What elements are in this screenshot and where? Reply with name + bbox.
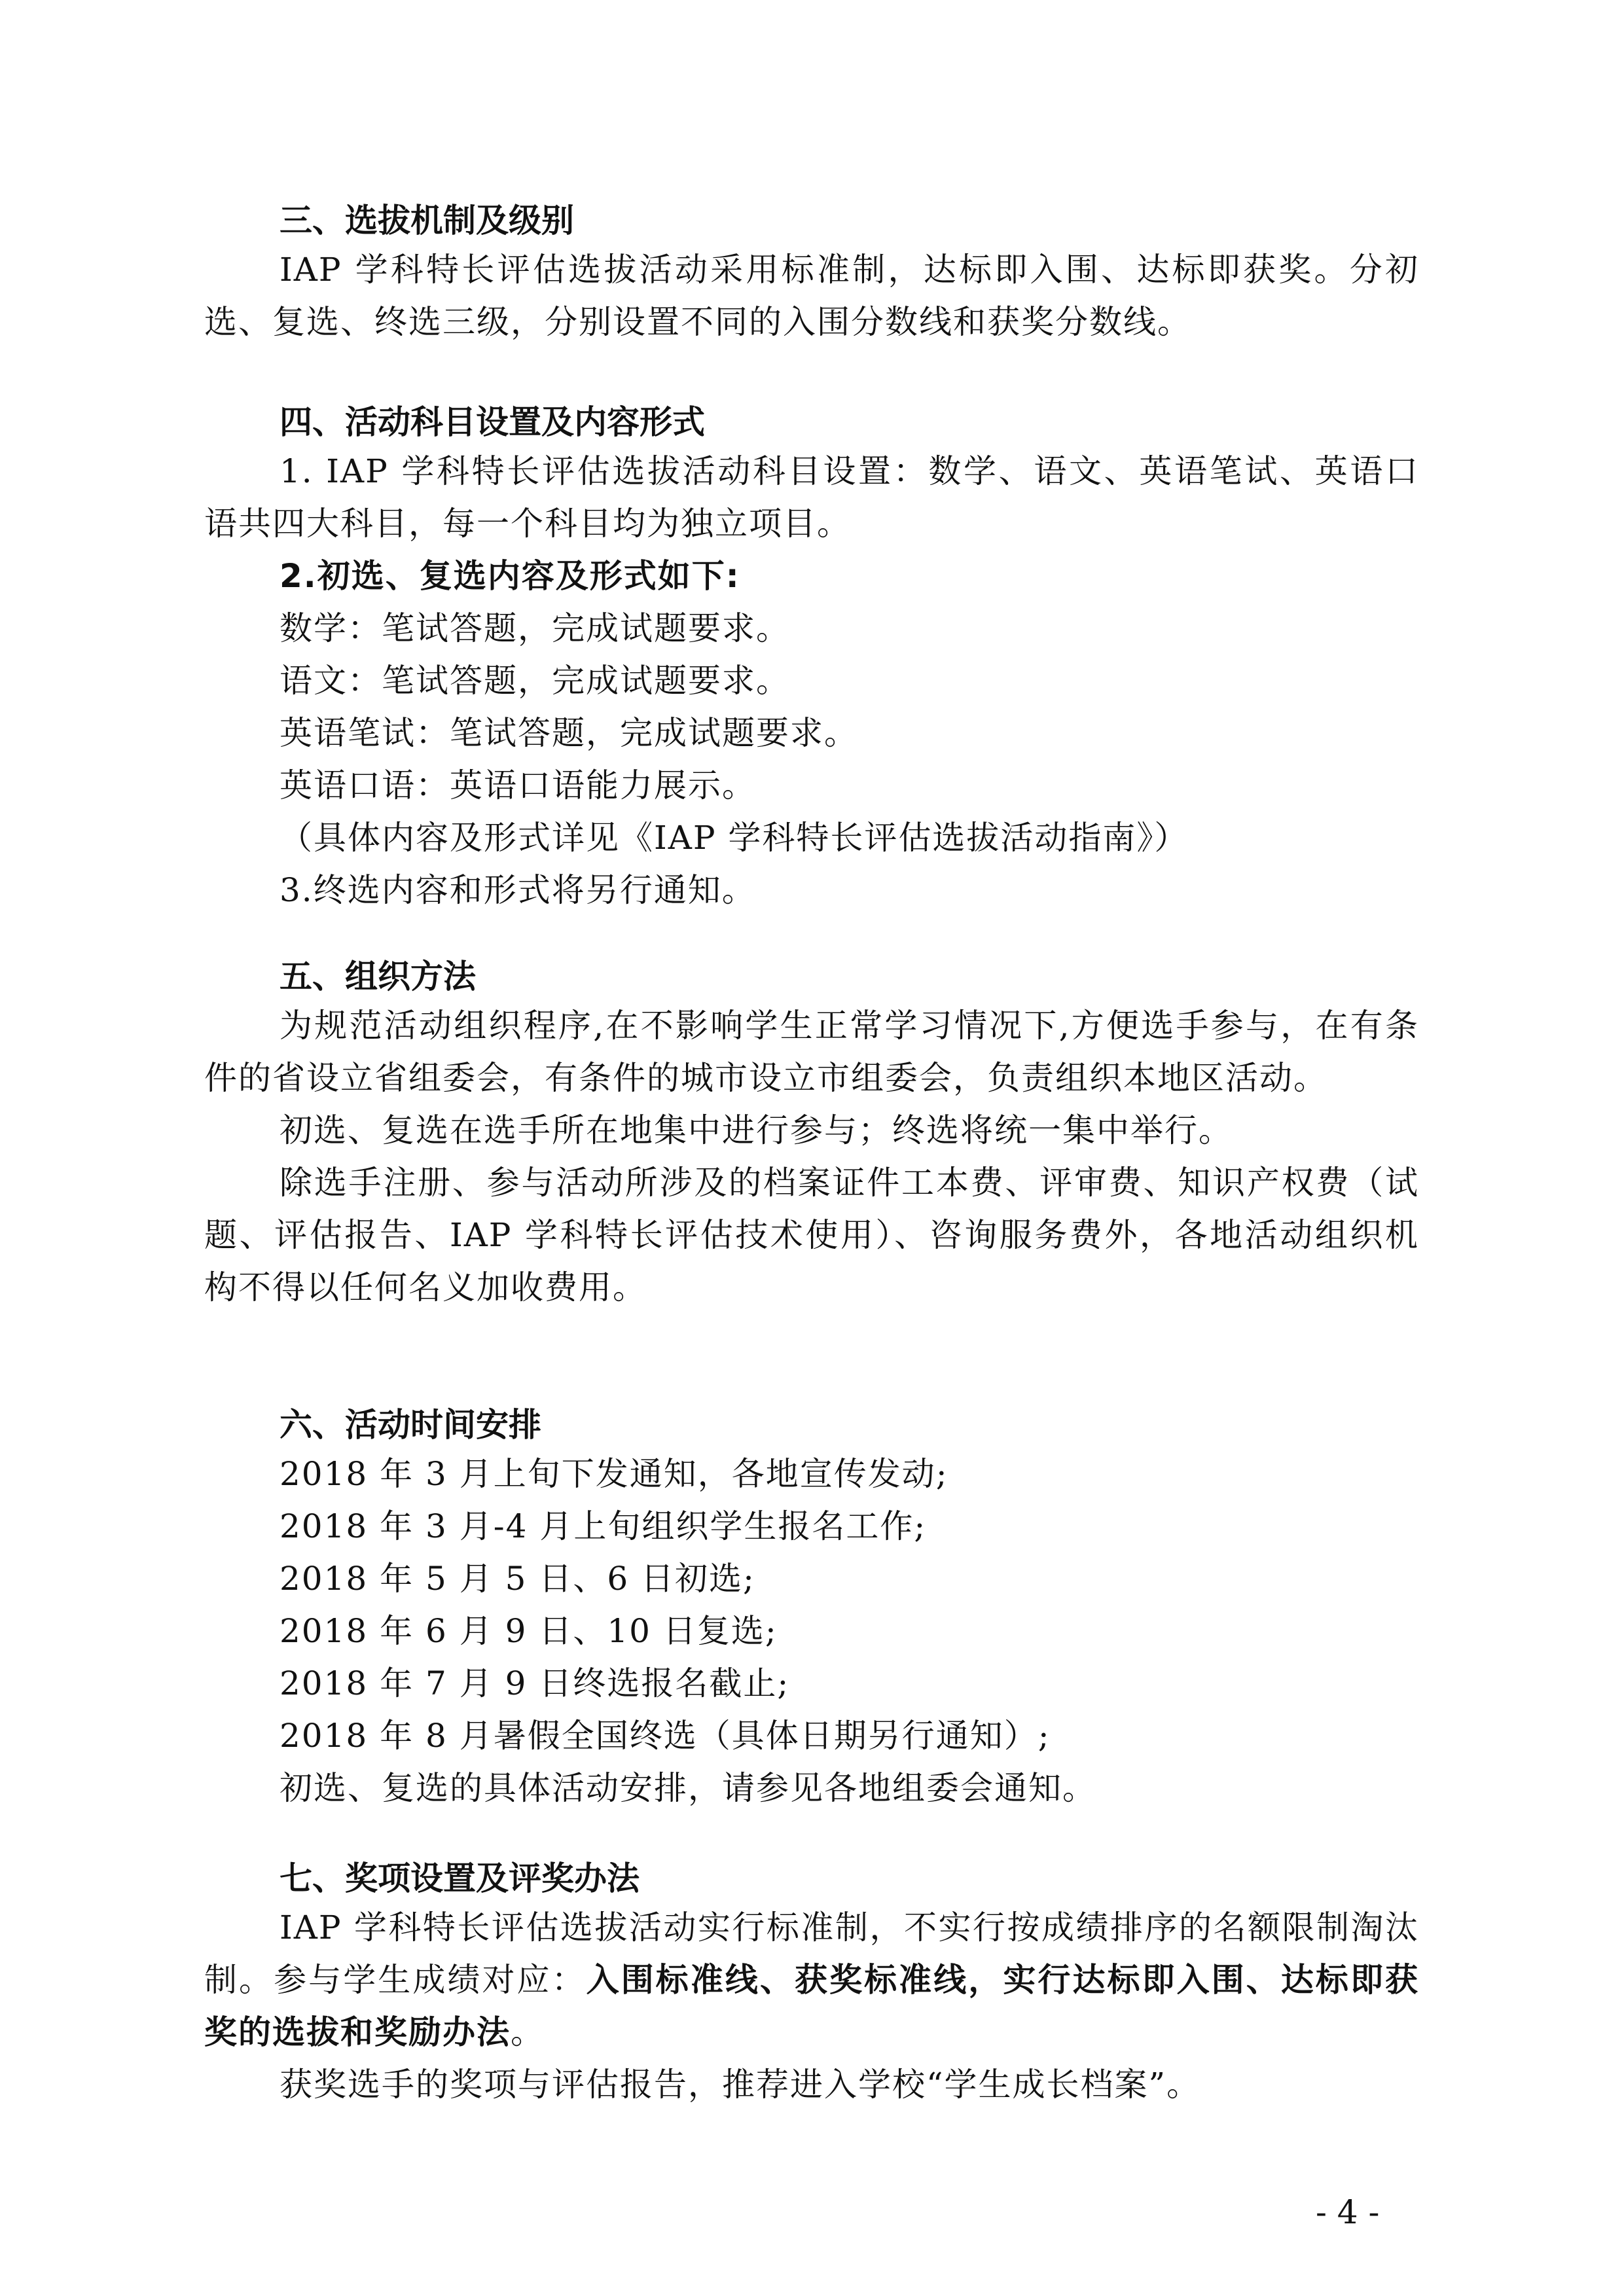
section-heading: 七、奖项设置及评奖办法 bbox=[280, 1859, 640, 1897]
schedule-line: 2018 年 3 月上旬下发通知，各地宣传发动; bbox=[280, 1455, 948, 1493]
section-5 bbox=[204, 954, 1419, 1314]
section-4 bbox=[204, 399, 1419, 916]
section-heading: 三、选拔机制及级别 bbox=[280, 202, 574, 240]
paragraph: 初选、复选在选手所在地集中进行参与；终选将统一集中举行。 bbox=[280, 1111, 1233, 1149]
paragraph: 1. IAP 学科特长评估选拔活动科目设置：数学、语文、英语笔试、英语口语共四大科目，每一个科目均为独立项目。 bbox=[204, 452, 1419, 543]
page-number: - 4 - bbox=[1316, 2193, 1380, 2231]
schedule-line: 2018 年 5 月 5 日、6 日初选; bbox=[280, 1560, 755, 1598]
section-heading: 五、组织方法 bbox=[280, 958, 476, 996]
text-line: 数学：笔试答题，完成试题要求。 bbox=[280, 609, 790, 647]
text-line: 英语笔试：笔试答题，完成试题要求。 bbox=[280, 714, 858, 752]
subheading-line: 2.初选、复选内容及形式如下: bbox=[280, 557, 740, 595]
schedule-line: 2018 年 7 月 9 日终选报名截止; bbox=[280, 1664, 790, 1702]
paragraph: 获奖选手的奖项与评估报告，推荐进入学校“学生成长档案”。 bbox=[280, 2066, 1201, 2104]
paragraph-text: IAP 学科特长评估选拔活动实行标准制，不实行按成绩排序的名额限制淘汰制。参与学生成绩对应： bbox=[204, 1909, 1419, 1999]
paragraph-text-end: 。 bbox=[511, 2013, 545, 2051]
paragraph bbox=[204, 1901, 1419, 2058]
section-heading: 六、活动时间安排 bbox=[280, 1406, 541, 1444]
text-line: （具体内容及形式详见《IAP 学科特长评估选拔活动指南》） bbox=[280, 819, 1189, 857]
paragraph: 除选手注册、参与活动所涉及的档案证件工本费、评审费、知识产权费（试题、评估报告、IAP 学科特长评估技术使用）、咨询服务费外，各地活动组织机构不得以任何名义加收费用。 bbox=[204, 1164, 1419, 1306]
schedule-line: 初选、复选的具体活动安排，请参见各地组委会通知。 bbox=[280, 1769, 1096, 1807]
paragraph: 为规范活动组织程序,在不影响学生正常学习情况下,方便选手参与，在有条件的省设立省组委会，有条件的城市设立市组委会，负责组织本地区活动。 bbox=[204, 1007, 1419, 1097]
text-line: 英语口语：英语口语能力展示。 bbox=[280, 766, 756, 804]
paragraph: IAP 学科特长评估选拔活动采用标准制，达标即入围、达标即获奖。分初选、复选、终选三级，分别设置不同的入围分数线和获奖分数线。 bbox=[204, 251, 1419, 341]
schedule-line: 2018 年 3 月-4 月上旬组织学生报名工作; bbox=[280, 1507, 927, 1545]
text-line: 语文：笔试答题，完成试题要求。 bbox=[280, 662, 790, 700]
section-heading: 四、活动科目设置及内容形式 bbox=[280, 403, 705, 441]
schedule-line: 2018 年 8 月暑假全国终选（具体日期另行通知）; bbox=[280, 1717, 1051, 1755]
section-3 bbox=[204, 198, 1419, 348]
schedule-line: 2018 年 6 月 9 日、10 日复选; bbox=[280, 1612, 778, 1650]
section-6 bbox=[204, 1402, 1419, 1814]
emphasis-text: 入围标准线、获奖标准线，实行达标即入围、达标即获奖的选拔和奖励办法 bbox=[204, 1961, 1420, 2051]
text-line: 3.终选内容和形式将另行通知。 bbox=[280, 871, 756, 909]
section-7 bbox=[204, 1856, 1419, 2111]
